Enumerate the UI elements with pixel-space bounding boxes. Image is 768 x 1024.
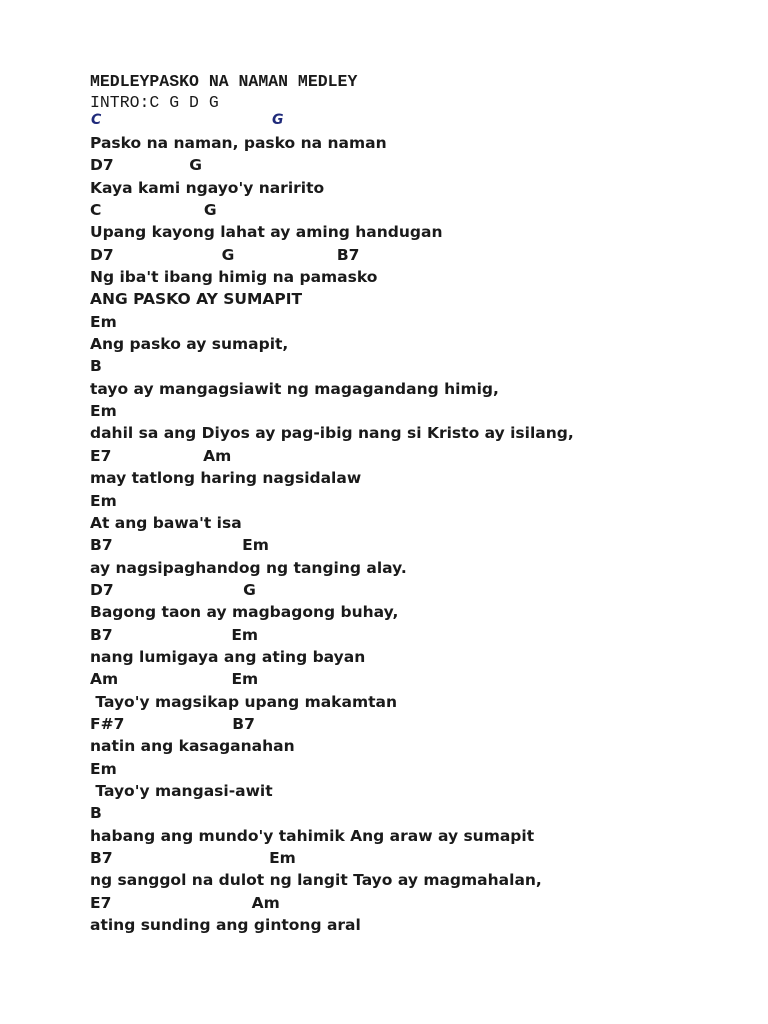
lyric-line: B7 Em — [90, 849, 296, 867]
lyric-line: E7 Am — [90, 893, 280, 912]
lyric-line: F#7 B7 — [90, 714, 255, 733]
lyric-line: B7 Em — [90, 536, 269, 555]
lyric-line: D7 G — [90, 580, 256, 599]
lyric-line: Em — [90, 402, 117, 421]
lyric-line: Em — [90, 491, 117, 510]
lyric-line: D7 G B7 — [90, 245, 360, 264]
lyric-line: nang lumigaya ang ating bayan — [90, 647, 366, 666]
lyric-line: ANG PASKO AY SUMAPIT — [90, 290, 303, 309]
lyric-line: Ng iba't ibang himig na pamasko — [90, 268, 378, 287]
lyrics-block — [90, 132, 760, 936]
lyric-line: Bagong taon ay magbagong buhay, — [90, 603, 399, 622]
lyric-line: habang ang mundo'y tahimik Ang araw ay sumapit — [90, 826, 535, 845]
song-title: MEDLEYPASKO NA NAMAN MEDLEY — [90, 72, 358, 91]
lyric-line: Am Em — [90, 670, 259, 689]
lyric-line: tayo ay mangagsiawit ng magagandang himig, — [90, 379, 499, 398]
lyric-line: natin ang kasaganahan — [90, 737, 295, 756]
lyric-line: Ang pasko ay sumapit, — [90, 335, 289, 354]
lyric-line: B7 Em — [90, 625, 259, 644]
lyric-line: ay nagsipaghandog ng tanging alay. — [90, 558, 407, 577]
lyric-line: B — [90, 804, 102, 823]
lyric-line: ating sunding ang gintong aral — [90, 916, 361, 935]
intro-chords: INTRO:C G D G — [90, 93, 219, 112]
lyric-line: Kaya kami ngayo'y naririto — [90, 178, 325, 197]
lyric-line: may tatlong haring nagsidalaw — [90, 469, 362, 488]
lyric-line: Tayo'y mangasi-awit — [90, 781, 273, 800]
lyric-line: ng sanggol na dulot ng langit Tayo ay magmahalan, — [90, 871, 542, 890]
lyric-line: Em — [90, 312, 117, 331]
lyric-line: B — [90, 357, 102, 376]
lyric-line: Tayo'y magsikap upang makamtan — [90, 692, 398, 711]
lyric-line: C G — [90, 201, 217, 220]
lyric-line: dahil sa ang Diyos ay pag-ibig nang si Kristo ay isilang, — [90, 424, 574, 443]
lyric-line: Upang kayong lahat ay aming handugan — [90, 223, 443, 242]
lyric-line: At ang bawa't isa — [90, 513, 242, 532]
lyric-line: E7 Am — [90, 446, 232, 465]
chord-c: C — [91, 112, 102, 128]
lyric-line: Em — [90, 759, 117, 778]
lyric-line: D7 G — [90, 156, 202, 175]
chord-g: G — [272, 112, 284, 128]
lyric-line: Pasko na naman, pasko na naman — [90, 134, 387, 152]
